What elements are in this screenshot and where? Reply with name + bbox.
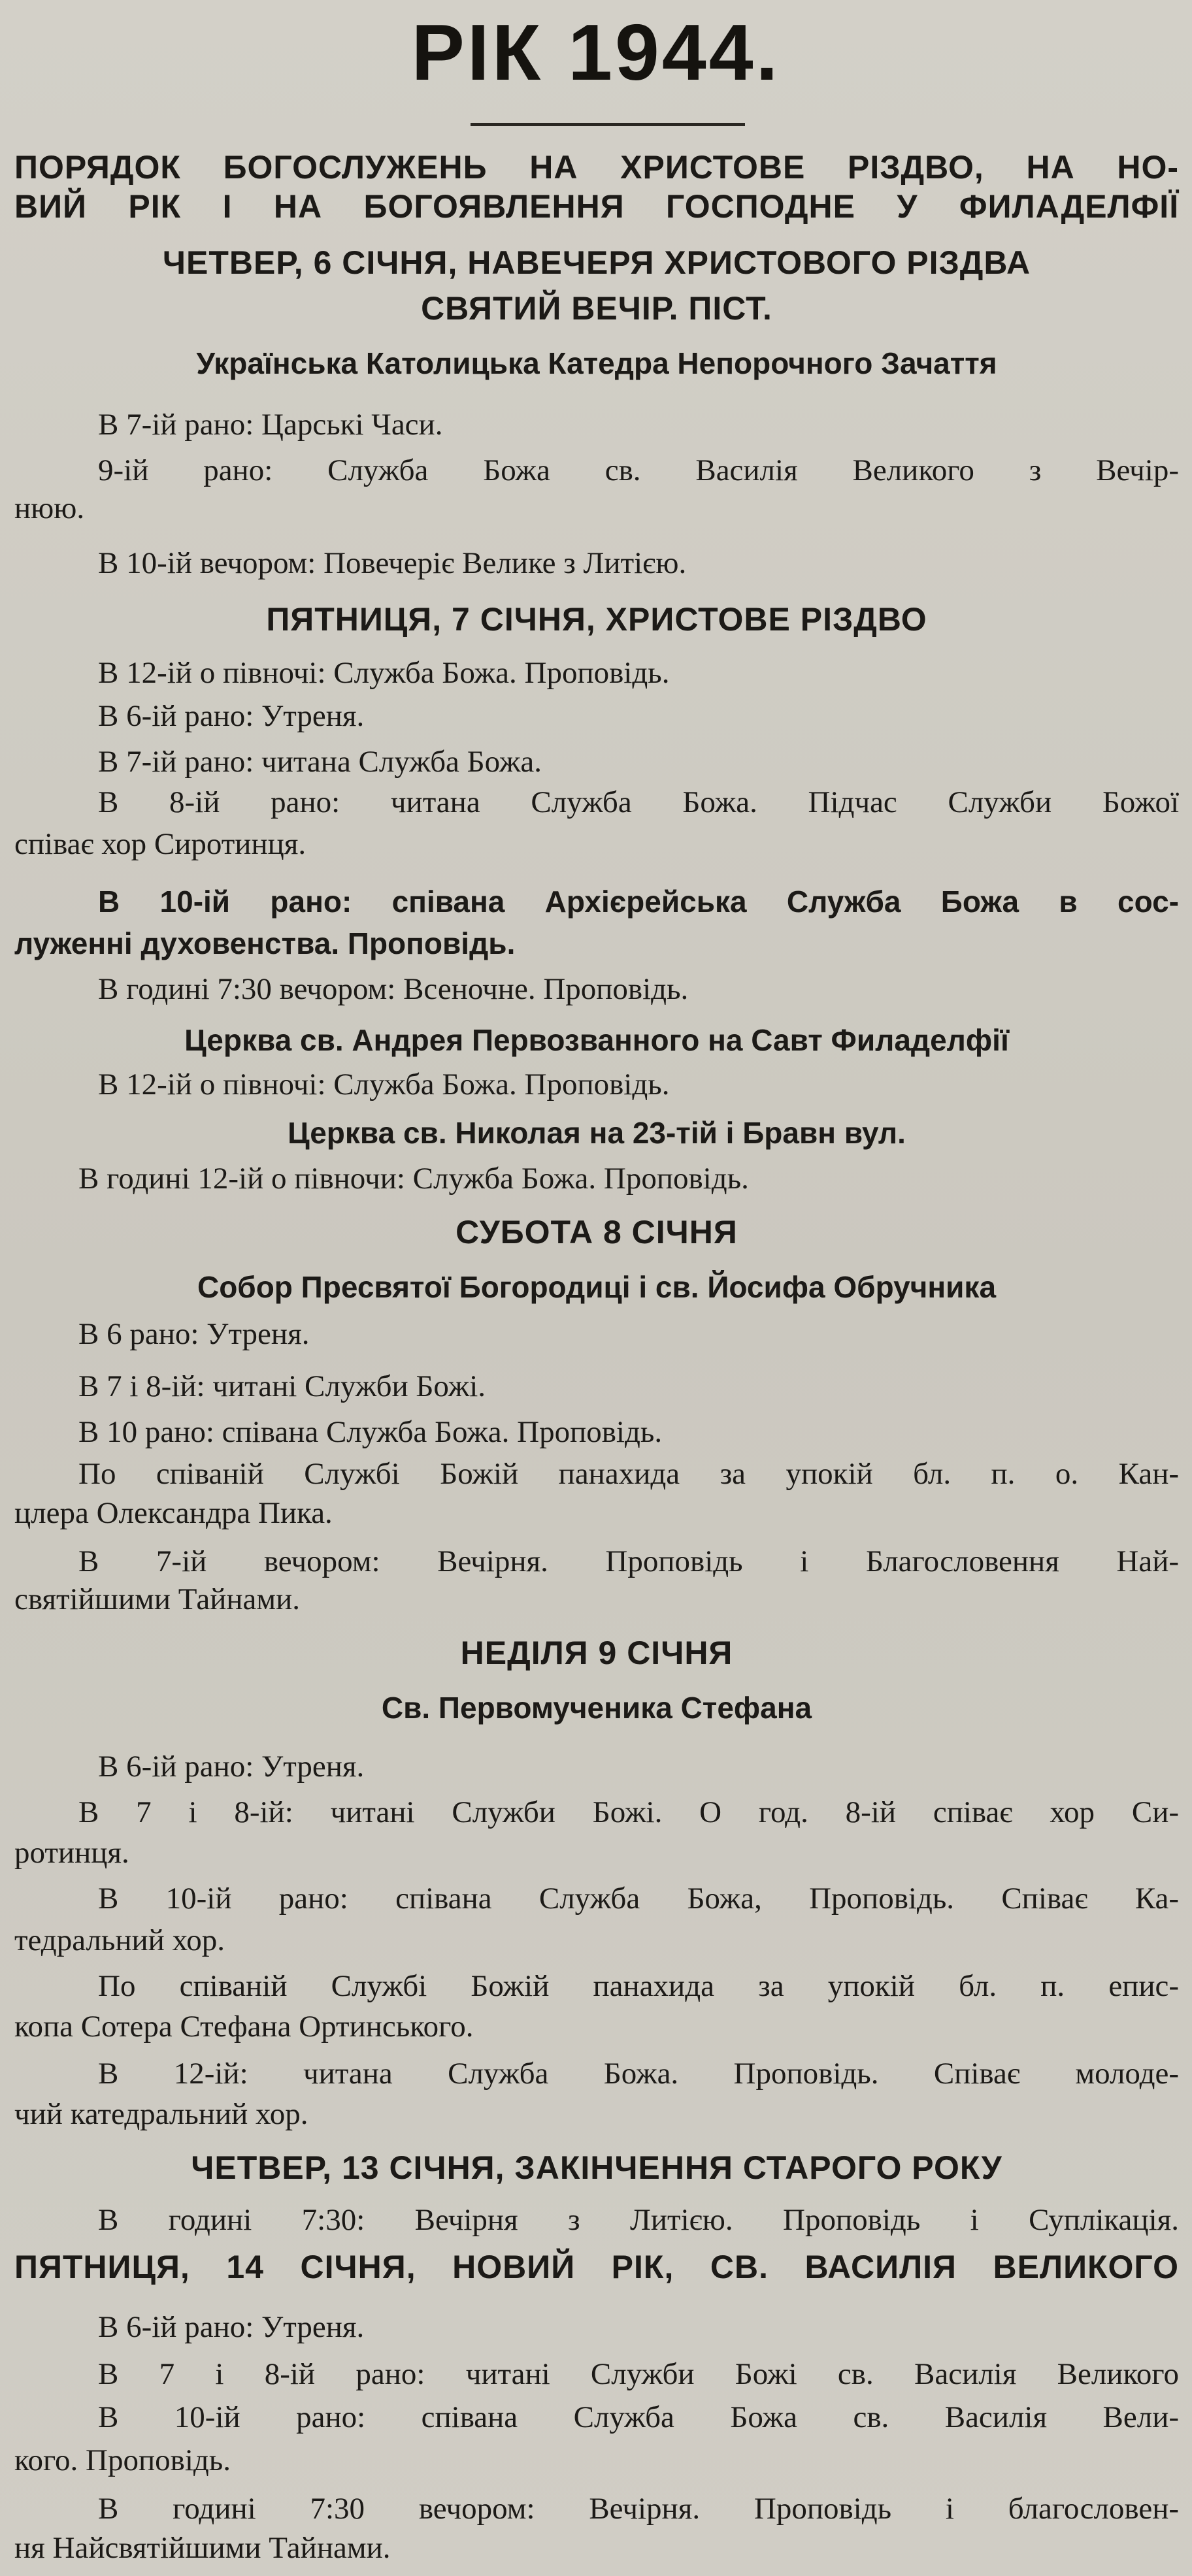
service-line: В годині 7:30 вечором: Всеночне. Проповідь.: [98, 972, 689, 1006]
section-heading: СУБОТА 8 СІЧНЯ: [455, 1214, 738, 1250]
service-line: нюю.: [14, 491, 85, 525]
service-line: В 7 і 8-ій: читані Служби Божі. О год. 8-ій співає хор Си-: [78, 1795, 1179, 1829]
service-line: В 7-ій вечором: Вечірня. Проповідь і Благословення Най-: [78, 1544, 1179, 1578]
service-line: чий катедральний хор.: [14, 2097, 308, 2131]
church-name: Церква св. Андрея Первозванного на Савт Филаделфії: [184, 1023, 1009, 1057]
church-name: Українська Католицька Катедра Непорочного Зачаття: [196, 346, 997, 380]
service-line: кого. Проповідь.: [14, 2443, 231, 2477]
service-line: співає хор Сиротинця.: [14, 827, 306, 861]
service-line: В 12-ій: читана Служба Божа. Проповідь. Співає молоде-: [98, 2057, 1179, 2091]
service-line: тедральний хор.: [14, 1923, 225, 1957]
title-divider: [471, 123, 745, 126]
service-line: святійшими Тайнами.: [14, 1582, 300, 1616]
heading-line: ПОРЯДОК БОГОСЛУЖЕНЬ НА ХРИСТОВЕ РІЗДВО, НА НО-: [14, 149, 1179, 186]
service-line: В 10 рано: співана Служба Божа. Проповідь.: [78, 1415, 663, 1449]
service-line: В 7 і 8-ій: читані Служби Божі.: [78, 1369, 486, 1403]
section-heading: ЧЕТВЕР, 13 СІЧНЯ, ЗАКІНЧЕННЯ СТАРОГО РОКУ: [191, 2149, 1002, 2186]
heading-line: ВИЙ РІК І НА БОГОЯВЛЕННЯ ГОСПОДНЕ У ФИЛАДЕЛФІЇ: [14, 188, 1179, 225]
service-line: цлера Олександра Пика.: [14, 1496, 333, 1530]
service-line: В 6 рано: Утреня.: [78, 1317, 310, 1351]
service-line: 9-ій рано: Служба Божа св. Василія Великого з Вечір-: [98, 453, 1179, 487]
service-line: В 7-ій рано: читана Служба Божа.: [98, 745, 542, 779]
service-line: В 7 і 8-ій рано: читані Служби Божі св. Василія Великого: [98, 2357, 1179, 2391]
service-line: копа Сотера Стефана Ортинського.: [14, 2010, 474, 2044]
service-line: В 10-ій рано: співана Служба Божа, Проповідь. Співає Ка-: [98, 1882, 1179, 1916]
service-line: В 12-ій о півночі: Служба Божа. Проповідь.: [98, 656, 670, 690]
service-line: В годині 7:30 вечором: Вечірня. Проповідь і благословен-: [98, 2492, 1179, 2526]
service-line: ротинця.: [14, 1836, 129, 1870]
service-line: По співаній Службі Божій панахида за упокій бл. п. епис-: [98, 1969, 1179, 2003]
service-line: В годині 12-ій о півночи: Служба Божа. Проповідь.: [78, 1162, 749, 1196]
service-line: В годині 7:30: Вечірня з Литією. Проповідь і Суплікація.: [98, 2203, 1179, 2237]
section-heading: СВЯТИЙ ВЕЧІР. ПІСТ.: [421, 290, 772, 327]
service-line: В 8-ій рано: читана Служба Божа. Підчас Служби Божої: [98, 785, 1179, 819]
page-title: РІК 1944.: [411, 8, 781, 97]
service-line: В 6-ій рано: Утреня.: [98, 1750, 365, 1784]
church-name: Церква св. Николая на 23-тій і Бравн вул.: [288, 1116, 906, 1150]
service-line: В 10-ій рано: співана Архієрейська Служба Божа в сос-: [98, 885, 1179, 919]
service-line: В 6-ій рано: Утреня.: [98, 699, 365, 733]
service-line: В 10-ій вечором: Повечеріє Велике з Литією.: [98, 546, 687, 580]
church-name: Св. Первомученика Стефана: [381, 1691, 812, 1725]
service-line: В 7-ій рано: Царські Часи.: [98, 408, 443, 442]
service-line: В 10-ій рано: співана Служба Божа св. Василія Вели-: [98, 2400, 1179, 2434]
service-line: В 6-ій рано: Утреня.: [98, 2310, 365, 2344]
service-line: луженні духовенства. Проповідь.: [14, 926, 516, 960]
service-line: ня Найсвятійшими Тайнами.: [14, 2531, 391, 2565]
service-line: По співаній Службі Божій панахида за упокій бл. п. о. Кан-: [78, 1457, 1179, 1491]
section-heading: ПЯТНИЦЯ, 7 СІЧНЯ, ХРИСТОВЕ РІЗДВО: [266, 601, 927, 638]
section-heading: ЧЕТВЕР, 6 СІЧНЯ, НАВЕЧЕРЯ ХРИСТОВОГО РІЗДВА: [162, 244, 1031, 281]
section-heading: НЕДІЛЯ 9 СІЧНЯ: [460, 1635, 733, 1671]
church-name: Собор Пресвятої Богородиці і св. Йосифа Обручника: [197, 1270, 997, 1304]
service-line: В 12-ій о півночі: Служба Божа. Проповідь.: [98, 1068, 670, 1101]
section-heading: ПЯТНИЦЯ, 14 СІЧНЯ, НОВИЙ РІК, СВ. ВАСИЛІЯ ВЕЛИКОГО: [14, 2249, 1179, 2285]
